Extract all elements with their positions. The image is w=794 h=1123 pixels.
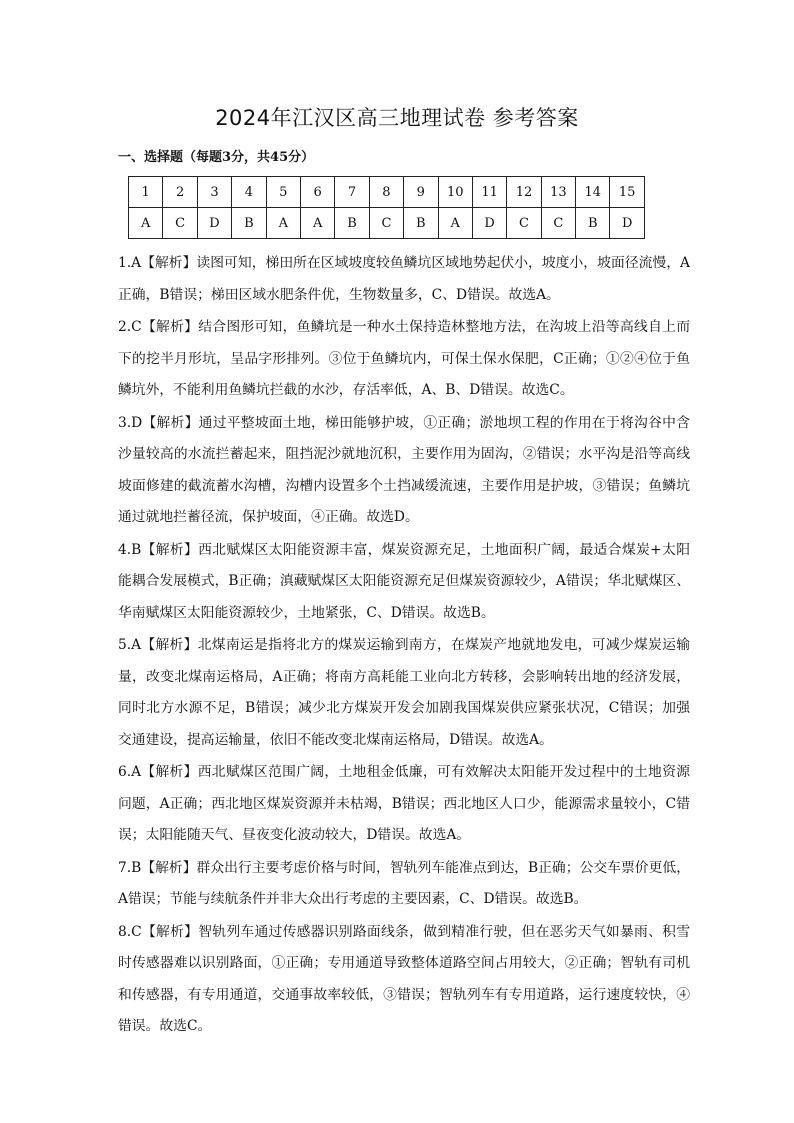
answer-cell: D: [472, 208, 506, 239]
answer-cell: B: [232, 208, 266, 239]
question-number-cell: 13: [541, 177, 575, 208]
answer-cell: A: [438, 208, 472, 239]
answer-table: [128, 176, 645, 239]
explanations: [118, 248, 690, 1044]
explanation-paragraph: 8.C【解析】智轨列车通过传感器识别路面线条，做到精准行驶，但在恶劣天气如暴雨、积雪时传感器难以识别路面，①正确；专用通道导致整体道路空间占用较大，②正确；智轨有司机和传感器，有专用通道，交通事故率较低，③错误；智轨列车有专用道路，运行速度较快，④错误。故选C。: [118, 923, 690, 1034]
question-number-cell: 6: [300, 177, 334, 208]
answer-table-answer-row: [129, 208, 645, 239]
question-number-cell: 15: [610, 177, 644, 208]
answer-cell: C: [163, 208, 197, 239]
question-number-cell: 5: [266, 177, 300, 208]
answer-cell: C: [507, 208, 541, 239]
question-number-cell: 8: [369, 177, 403, 208]
answer-cell: A: [266, 208, 300, 239]
question-number-cell: 1: [129, 177, 163, 208]
answer-table-number-row: [129, 177, 645, 208]
question-number-cell: 10: [438, 177, 472, 208]
explanation-paragraph: 5.A【解析】北煤南运是指将北方的煤炭运输到南方，在煤炭产地就地发电，可减少煤炭运输量，改变北煤南运格局，A正确；将南方高耗能工业向北方转移，会影响转出地的经济发展，同时北方水源不足，B错误；减少北方煤炭开发会加剧我国煤炭供应紧张状况，C错误；加强交通建设，提高运输量，依旧不能改变北煤南运格局，D错误。故选A。: [118, 637, 690, 748]
explanation-paragraph: 6.A【解析】西北赋煤区范围广阔，土地租金低廉，可有效解决太阳能开发过程中的土地资源问题，A正确；西北地区煤炭资源并未枯竭，B错误；西北地区人口少，能源需求量较小，C错误；太阳能随天气、昼夜变化波动较大，D错误。故选A。: [118, 764, 690, 843]
explanation-paragraph: 3.D【解析】通过平整坡面土地，梯田能够护坡，①正确；淤地坝工程的作用在于将沟谷中含沙量较高的水流拦蓄起来，阻挡泥沙就地沉积，主要作用为固沟，②错误；水平沟是沿等高线坡面修建的截流蓄水沟槽，沟槽内设置多个土挡减缓流速，主要作用是护坡，③错误；鱼鳞坑通过就地拦蓄径流，保护坡面，④正确。故选D。: [118, 414, 690, 525]
question-number-cell: 3: [197, 177, 231, 208]
question-number-cell: 11: [472, 177, 506, 208]
explanation-paragraph: 2.C【解析】结合图形可知，鱼鳞坑是一种水土保持造林整地方法，在沟坡上沿等高线自上而下的挖半月形坑，呈品字形排列。③位于鱼鳞坑内，可保土保水保肥，C正确；①②④位于鱼鳞坑外，不能利用鱼鳞坑拦截的水沙，存活率低，A、B、D错误。故选C。: [118, 319, 690, 398]
question-number-cell: 4: [232, 177, 266, 208]
answer-cell: D: [610, 208, 644, 239]
explanation-paragraph: 7.B【解析】群众出行主要考虑价格与时间，智轨列车能准点到达，B正确；公交车票价更低，A错误；节能与续航条件并非大众出行考虑的主要因素，C、D错误。故选B。: [118, 859, 690, 907]
explanation-paragraph: 4.B【解析】西北赋煤区太阳能资源丰富，煤炭资源充足，土地面积广阔，最适合煤炭+太阳能耦合发展模式，B正确；滇藏赋煤区太阳能资源充足但煤炭资源较少，A错误；华北赋煤区、华南赋煤区太阳能资源较少，土地紧张，C、D错误。故选B。: [118, 541, 690, 621]
answer-cell: C: [541, 208, 575, 239]
explanation-paragraph: 1.A【解析】读图可知，梯田所在区域坡度较鱼鳞坑区域地势起伏小，坡度小，坡面径流慢，A正确，B错误；梯田区域水肥条件优，生物数量多，C、D错误。故选A。: [118, 255, 690, 303]
question-number-cell: 14: [576, 177, 610, 208]
answer-cell: D: [197, 208, 231, 239]
answer-cell: B: [576, 208, 610, 239]
question-number-cell: 12: [507, 177, 541, 208]
answer-cell: B: [335, 208, 369, 239]
answer-cell: A: [129, 208, 163, 239]
answer-cell: C: [369, 208, 403, 239]
question-number-cell: 2: [163, 177, 197, 208]
page-title: 2024年江汉区高三地理试卷 参考答案: [215, 106, 579, 130]
question-number-cell: 7: [335, 177, 369, 208]
answer-cell: B: [404, 208, 438, 239]
answer-cell: A: [300, 208, 334, 239]
section-heading: 一、选择题（每题3分，共45分）: [118, 150, 315, 165]
question-number-cell: 9: [404, 177, 438, 208]
